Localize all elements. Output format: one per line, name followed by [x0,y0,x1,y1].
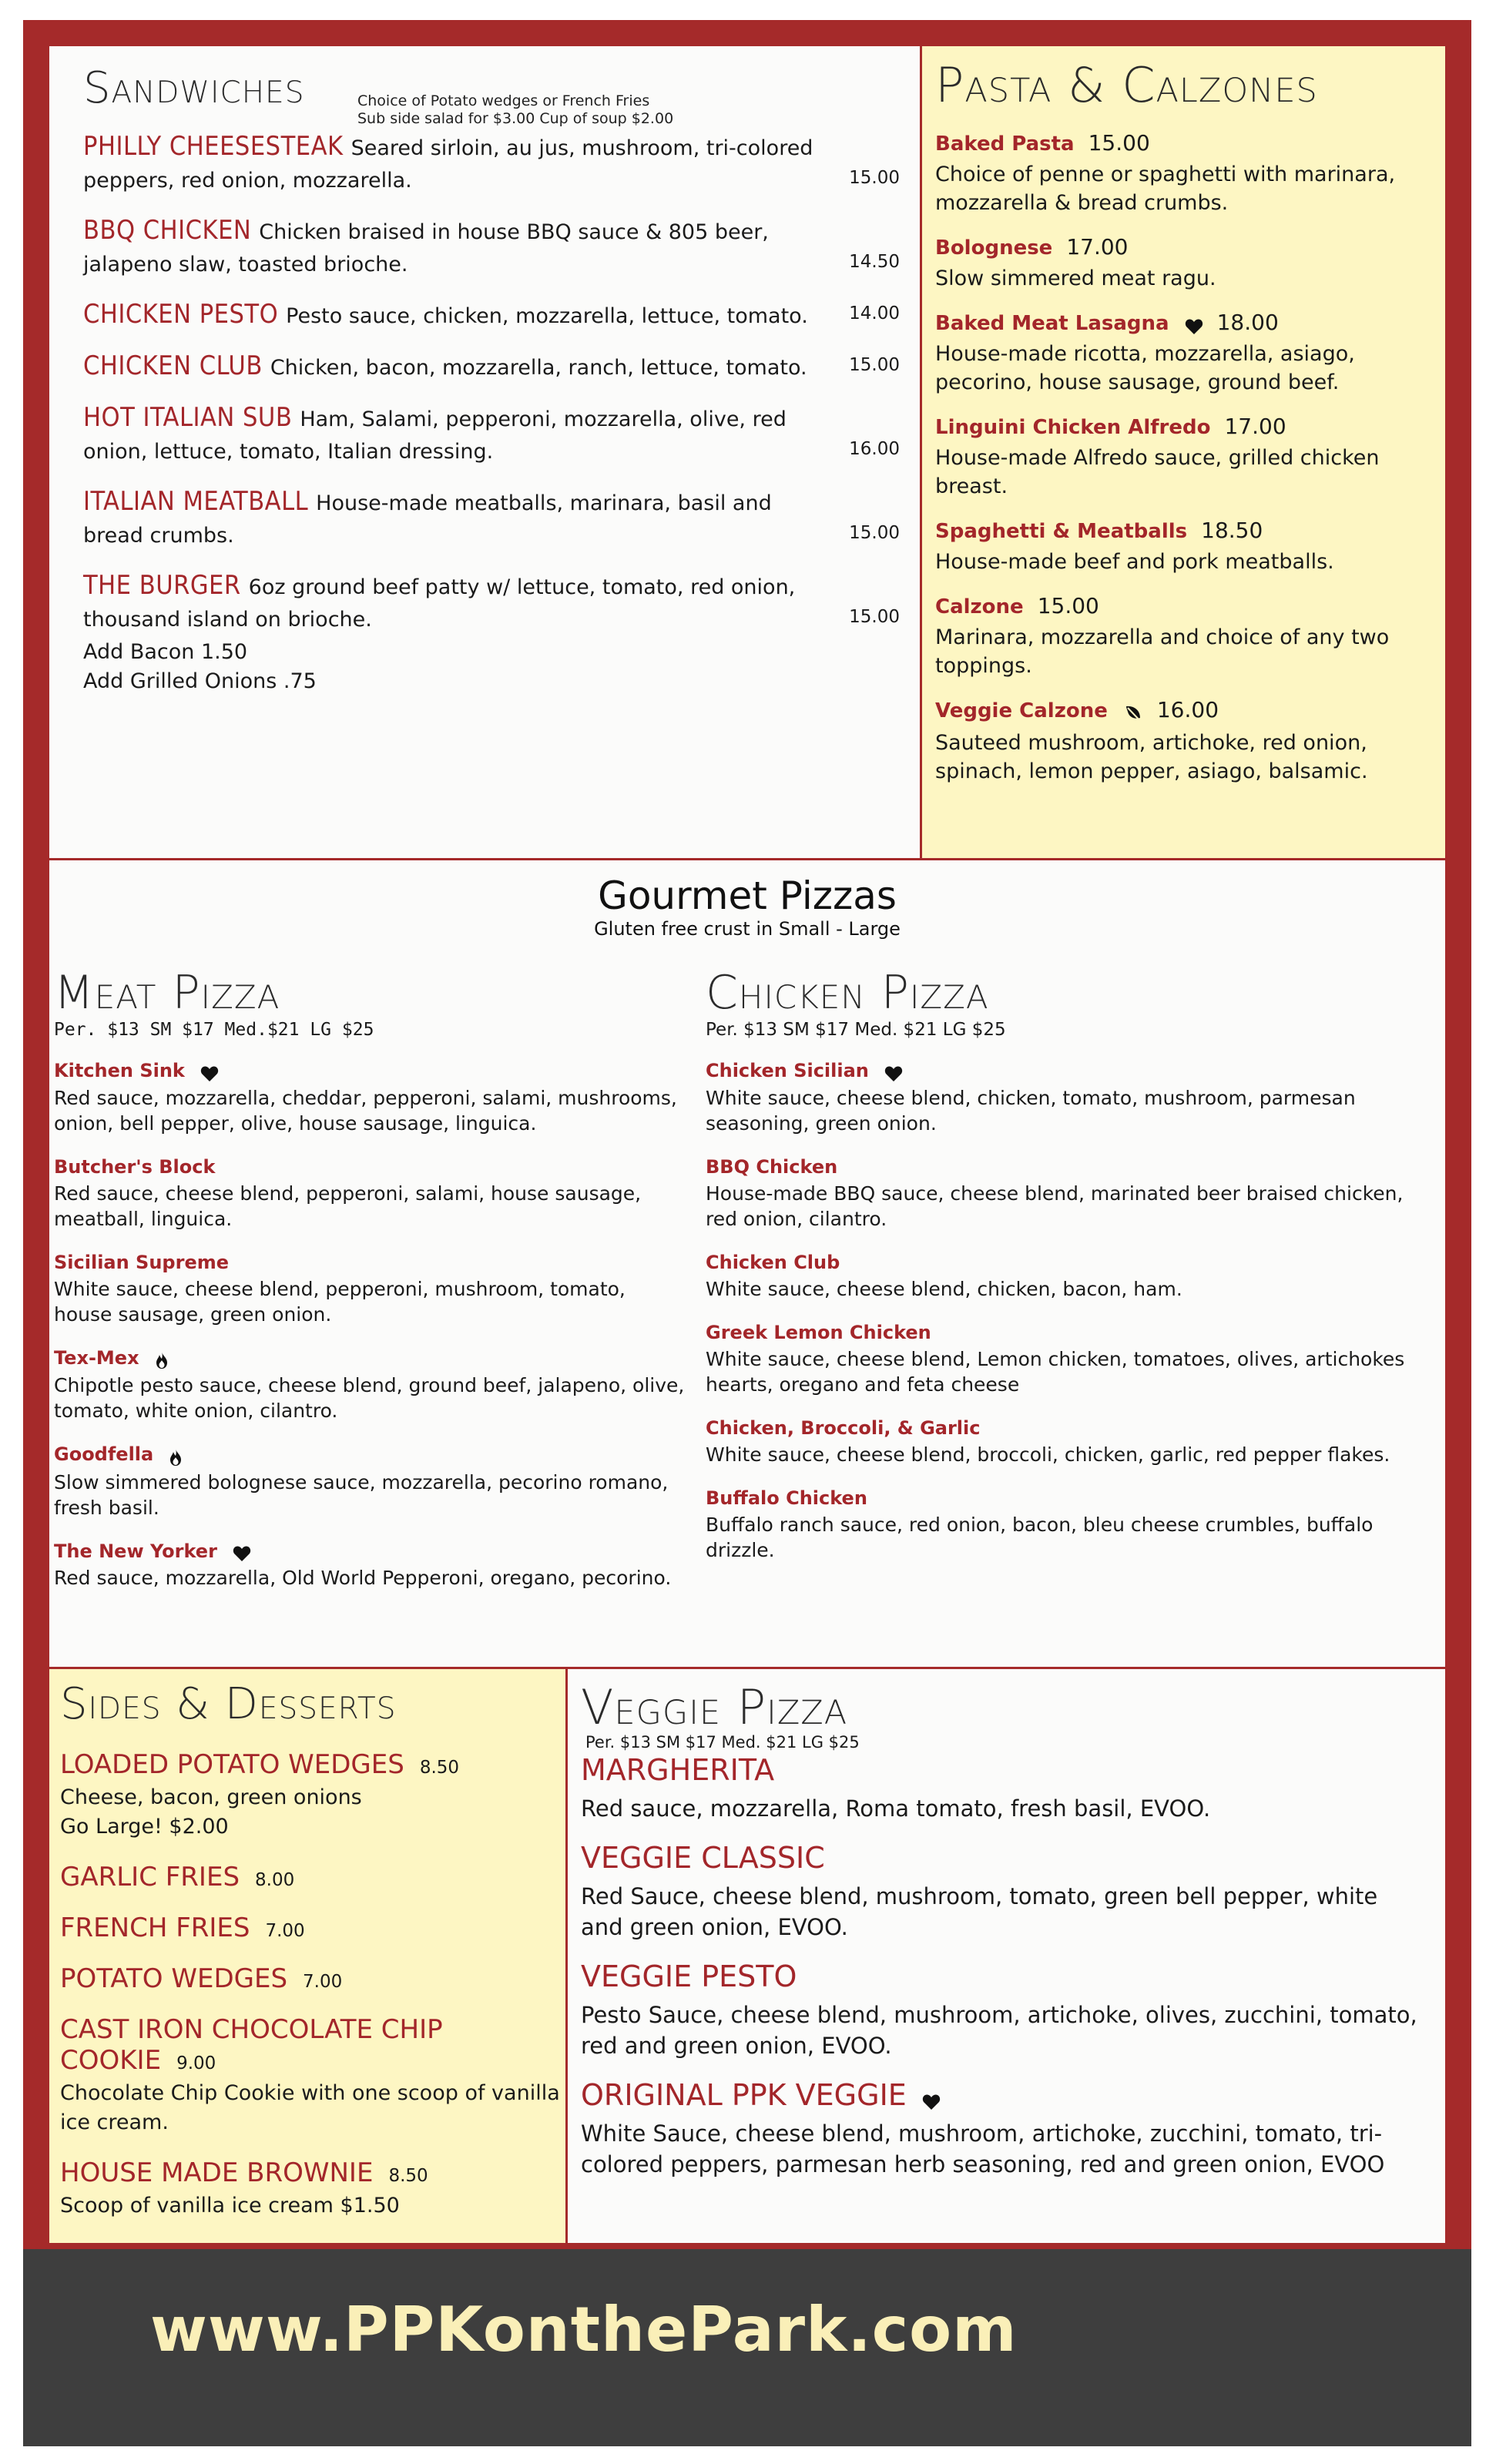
sandwich-item [83,130,900,197]
side-price: 7.00 [265,1921,305,1941]
pasta-item [935,234,1428,293]
pasta-desc: House-made Alfredo sauce, grilled chicken breast. [935,446,1380,498]
meat-pizza-desc: Chipotle pesto sauce, cheese blend, ground beef, jalapeno, olive, tomato, white onion, cilantro. [54,1374,685,1422]
chicken-pizza-desc: White sauce, cheese blend, chicken, bacon, ham. [706,1277,1182,1300]
sandwich-price: 15.00 [849,355,900,375]
sandwich-name: CHICKEN CLUB [83,350,263,381]
divider-top-vertical [920,46,922,858]
chicken-pizza-item-header [706,1060,1437,1082]
chicken-pizza-item-header [706,1252,1437,1273]
veggie-pizza-item-header [581,1841,1421,1875]
chicken-pizza-name: BBQ Chicken [706,1155,838,1178]
gourmet-title: Gourmet Pizzas [598,873,897,918]
side-item [60,1913,561,1943]
sides-title: Sides & Desserts [60,1679,397,1729]
meat-pizza-name: Tex-Mex [54,1346,139,1369]
sandwich-item [83,569,900,636]
sandwich-name: CHICKEN PESTO [83,299,279,330]
pasta-item [935,414,1428,501]
chicken-pizza-prices: Per. $13 SM $17 Med. $21 LG $25 [706,1020,1006,1040]
pasta-desc: House-made beef and pork meatballs. [935,550,1334,574]
note-line-2: Sub side salad for $3.00 Cup of soup $2.00 [357,110,674,127]
side-item-header [60,1749,561,1780]
veggie-pizza-section [581,1679,1421,2180]
sandwich-desc: Ham, Salami, pepperoni, mozzarella, olive, red onion, lettuce, tomato, Italian dressing. [83,407,787,464]
side-desc: Chocolate Chip Cookie with one scoop of vanilla ice cream. [60,2081,560,2134]
veggie-pizza-item [581,1959,1421,2061]
sandwich-price: 15.00 [849,523,900,543]
chicken-pizza-item [706,1252,1437,1302]
chicken-pizza-item-header [706,1417,1437,1439]
pasta-name: Calzone [935,595,1024,619]
heart-icon [1185,318,1203,335]
chicken-pizza-name: Chicken, Broccoli, & Garlic [706,1416,981,1439]
sandwich-name: PHILLY CHEESESTEAK [83,131,344,162]
addon-bacon: Add Bacon 1.50 [83,640,248,664]
veggie-pizza-item [581,2078,1421,2180]
veggie-pizza-title: Veggie Pizza [581,1679,848,1735]
pasta-price: 16.00 [1156,697,1219,722]
pasta-item-header [935,593,1428,619]
flame-icon [169,1448,183,1467]
pasta-item [935,593,1428,680]
chicken-pizza-name: Greek Lemon Chicken [706,1321,931,1343]
veggie-pizza-prices: Per. $13 SM $17 Med. $21 LG $25 [585,1733,860,1752]
meat-pizza-item [54,1060,686,1136]
flame-icon [155,1351,169,1369]
veggie-pizza-desc: White Sauce, cheese blend, mushroom, artichoke, zucchini, tomato, tri-colored peppers, parmesan herb seasoning, red and green onion, EVOO [581,2120,1385,2177]
pasta-desc: Sauteed mushroom, artichoke, red onion, spinach, lemon pepper, asiago, balsamic. [935,730,1368,783]
meat-pizza-desc: Red sauce, mozzarella, Old World Pepperoni, oregano, pecorino. [54,1567,672,1589]
meat-pizza-item-header [54,1540,686,1563]
veggie-pizza-item-header [581,1753,1421,1787]
sandwich-desc: House-made meatballs, marinara, basil and bread crumbs. [83,491,772,548]
footer [23,2249,1471,2446]
pasta-price: 15.00 [1037,593,1099,619]
note-line-1: Choice of Potato wedges or French Fries [357,92,650,109]
pasta-item-header [935,518,1428,543]
heart-icon [884,1065,903,1082]
side-item-header [60,1963,561,1994]
side-price: 8.50 [388,2166,428,2186]
sandwich-name: THE BURGER [83,570,241,601]
menu-page [46,43,1448,2246]
chicken-pizza-item-header [706,1156,1437,1178]
meat-pizza-item [54,1347,686,1424]
pasta-item [935,310,1428,397]
veggie-pizza-desc: Red Sauce, cheese blend, mushroom, tomato, green bell pepper, white and green onion, EVOO. [581,1883,1378,1940]
pasta-item [935,518,1428,576]
meat-pizza-desc: Red sauce, cheese blend, pepperoni, salami, house sausage, meatball, linguica. [54,1182,642,1230]
meat-pizza-item [54,1540,686,1591]
sandwich-desc: Chicken braised in house BBQ sauce & 805 beer, jalapeno slaw, toasted brioche. [83,220,769,277]
meat-pizza-name: Butcher's Block [54,1155,216,1178]
side-desc: Scoop of vanilla ice cream $1.50 [60,2194,400,2218]
sandwiches-title: Sandwiches [83,63,305,113]
pasta-price: 17.00 [1224,414,1286,439]
sandwich-name: HOT ITALIAN SUB [83,402,293,433]
sandwich-price: 15.00 [849,168,900,188]
pasta-price: 18.00 [1216,310,1279,335]
sandwich-item [83,401,900,468]
chicken-pizza-item-header [706,1487,1437,1509]
side-desc-extra: Go Large! $2.00 [60,1815,229,1839]
sandwich-price: 14.50 [849,252,900,272]
chicken-pizza-item-header [706,1322,1437,1343]
pasta-desc: Slow simmered meat ragu. [935,267,1216,290]
pasta-title: Pasta & Calzones [935,57,1318,113]
side-item [60,2157,561,2221]
pasta-desc: House-made ricotta, mozzarella, asiago, pecorino, house sausage, ground beef. [935,342,1355,394]
meat-pizza-name: The New Yorker [54,1540,217,1562]
divider-top [49,858,1445,860]
pasta-price: 15.00 [1088,130,1150,156]
veggie-pizza-item-header [581,1959,1421,1993]
side-item-header [60,2157,561,2188]
side-item [60,1749,561,1842]
pasta-desc: Marinara, mozzarella and choice of any two toppings. [935,625,1390,678]
chicken-pizza-title: Chicken Pizza [706,966,989,1020]
meat-pizza-desc: White sauce, cheese blend, pepperoni, mushroom, tomato, house sausage, green onion. [54,1277,626,1326]
sandwich-item [83,214,900,281]
sandwiches-note [357,92,673,128]
chicken-pizza-section [706,967,1437,1563]
sandwich-price: 14.00 [849,303,900,324]
pasta-item-header [935,310,1428,335]
veggie-pizza-item [581,1841,1421,1943]
leaf-icon [1123,704,1143,724]
side-item-header [60,1862,561,1892]
sandwich-name: BBQ CHICKEN [83,215,252,246]
chicken-pizza-desc: House-made BBQ sauce, cheese blend, marinated beer braised chicken, red onion, cilantro. [706,1182,1404,1230]
chicken-pizza-desc: White sauce, cheese blend, chicken, tomato, mushroom, parmesan seasoning, green onion. [706,1086,1356,1135]
pasta-price: 18.50 [1201,518,1263,543]
sandwich-desc: Pesto sauce, chicken, mozzarella, lettuce, tomato. [286,304,808,328]
meat-pizza-title: Meat Pizza [54,966,280,1020]
veggie-pizza-desc: Pesto Sauce, cheese blend, mushroom, artichoke, olives, zucchini, tomato, red and green onion, EVOO. [581,2002,1417,2059]
meat-pizza-item-header [54,1443,686,1467]
side-name: FRENCH FRIES [60,1913,250,1943]
gourmet-subtitle: Gluten free crust in Small - Large [594,918,901,940]
veggie-pizza-name: ORIGINAL PPK VEGGIE [581,2078,907,2112]
pasta-section [935,57,1428,786]
sandwiches-section [83,63,900,696]
meat-pizza-name: Goodfella [54,1443,154,1465]
pasta-item [935,697,1428,786]
side-item-header [60,2014,561,2076]
meat-pizza-prices: Per. $13 SM $17 Med.$21 LG $25 [54,1020,374,1040]
pasta-name: Baked Meat Lasagna [935,312,1169,335]
chicken-pizza-name: Chicken Sicilian [706,1060,869,1081]
meat-pizza-desc: Red sauce, mozzarella, cheddar, pepperoni, salami, mushrooms, onion, bell pepper, olive, house sausage, linguica. [54,1086,677,1135]
pasta-item-header [935,414,1428,439]
chicken-pizza-item [706,1322,1437,1397]
side-item [60,1963,561,1994]
pasta-item-header [935,234,1428,260]
chicken-pizza-desc: White sauce, cheese blend, broccoli, chicken, garlic, red pepper flakes. [706,1443,1390,1466]
side-name: LOADED POTATO WEDGES [60,1749,404,1780]
sandwich-desc: 6oz ground beef patty w/ lettuce, tomato, red onion, thousand island on brioche. [83,575,796,632]
veggie-pizza-name: MARGHERITA [581,1753,775,1787]
chicken-pizza-item [706,1417,1437,1467]
pasta-desc: Choice of penne or spaghetti with marinara, mozzarella & bread crumbs. [935,163,1396,215]
chicken-pizza-desc: Buffalo ranch sauce, red onion, bacon, bleu cheese crumbles, buffalo drizzle. [706,1513,1374,1561]
pasta-item-header [935,130,1428,156]
side-name: POTATO WEDGES [60,1963,288,1994]
side-name: CAST IRON CHOCOLATE CHIP COOKIE [60,2014,443,2076]
sandwich-desc: Chicken, bacon, mozzarella, ranch, lettuce, tomato. [270,356,807,380]
pasta-item [935,130,1428,217]
meat-pizza-item-header [54,1060,686,1082]
meat-pizza-name: Kitchen Sink [54,1060,185,1081]
sandwich-item [83,298,900,333]
side-price: 8.50 [419,1758,460,1778]
pasta-price: 17.00 [1066,234,1129,260]
chicken-pizza-item [706,1487,1437,1563]
meat-pizza-item-header [54,1156,686,1178]
sandwich-name: ITALIAN MEATBALL [83,486,309,517]
pasta-name: Linguini Chicken Alfredo [935,416,1211,439]
side-name: HOUSE MADE BROWNIE [60,2157,374,2188]
meat-pizza-item [54,1156,686,1232]
side-name: GARLIC FRIES [60,1862,240,1892]
chicken-pizza-name: Buffalo Chicken [706,1487,867,1509]
chicken-pizza-item [706,1156,1437,1232]
divider-bottom [49,1667,1445,1669]
meat-pizza-item [54,1252,686,1327]
veggie-pizza-item [581,1753,1421,1824]
divider-bottom-vertical [565,1667,568,2246]
veggie-pizza-item-header [581,2078,1421,2112]
heart-icon [922,2094,941,2110]
meat-pizza-desc: Slow simmered bolognese sauce, mozzarella, pecorino romano, fresh basil. [54,1470,669,1519]
sandwich-item [83,350,900,384]
side-desc: Cheese, bacon, green onions [60,1785,362,1809]
meat-pizza-name: Sicilian Supreme [54,1251,230,1273]
side-item [60,2014,561,2137]
gourmet-header [49,873,1445,940]
sandwich-desc: Seared sirloin, au jus, mushroom, tri-colored peppers, red onion, mozzarella. [83,136,813,193]
meat-pizza-item-header [54,1252,686,1273]
side-price: 8.00 [255,1870,295,1890]
veggie-pizza-name: VEGGIE PESTO [581,1959,797,1993]
pasta-name: Bolognese [935,236,1053,260]
heart-icon [200,1065,219,1082]
meat-pizza-section [54,967,686,1591]
pasta-name: Baked Pasta [935,132,1075,156]
chicken-pizza-item [706,1060,1437,1136]
pasta-name: Spaghetti & Meatballs [935,520,1188,543]
pasta-item-header [935,697,1428,724]
chicken-pizza-desc: White sauce, cheese blend, Lemon chicken, tomatoes, olives, artichokes hearts, oregano and feta cheese [706,1347,1405,1396]
side-price: 9.00 [176,2053,216,2073]
website-link[interactable]: www.PPKonthePark.com [150,2294,1018,2365]
veggie-pizza-name: VEGGIE CLASSIC [581,1841,825,1875]
side-item [60,1862,561,1892]
sides-section [60,1679,561,2221]
heart-icon [233,1545,251,1562]
meat-pizza-item-header [54,1347,686,1370]
chicken-pizza-name: Chicken Club [706,1251,840,1273]
sandwich-item [83,485,900,552]
addon-onions: Add Grilled Onions .75 [83,669,317,693]
pasta-name: Veggie Calzone [935,699,1108,722]
side-item-header [60,1913,561,1943]
sandwich-price: 16.00 [849,439,900,459]
sandwich-price: 15.00 [849,607,900,627]
side-price: 7.00 [303,1972,343,1992]
veggie-pizza-desc: Red sauce, mozzarella, Roma tomato, fresh basil, EVOO. [581,1795,1211,1822]
meat-pizza-item [54,1443,686,1520]
